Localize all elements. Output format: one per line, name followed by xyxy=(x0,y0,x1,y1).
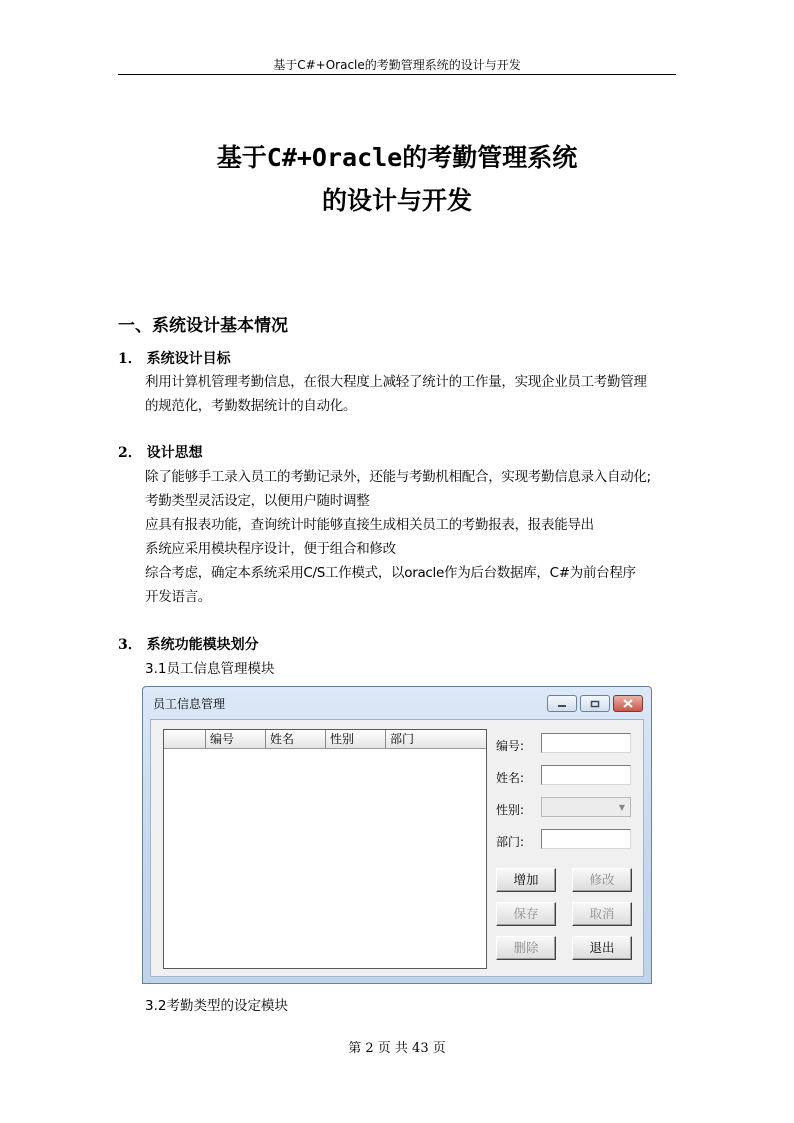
paragraph-line: 的规范化，考勤数据统计的自动化。 xyxy=(145,398,357,414)
grid-row-header xyxy=(164,730,205,748)
department-label: 部门: xyxy=(496,835,525,849)
employee-info-window xyxy=(142,686,652,984)
subsection-heading-modules: 3． 系统功能模块划分 xyxy=(118,637,259,653)
paragraph-line: 利用计算机管理考勤信息，在很大程度上减轻了统计的工作量，实现企业员工考勤管理 xyxy=(145,374,647,390)
name-field[interactable] xyxy=(541,765,631,785)
exit-button[interactable]: 退出 xyxy=(572,936,632,960)
cancel-button[interactable]: 取消 xyxy=(572,902,632,926)
maximize-icon xyxy=(590,700,600,708)
paragraph-line: 开发语言。 xyxy=(145,589,211,605)
paragraph-line: 综合考虑，确定本系统采用C/S工作模式，以oracle作为后台数据库，C#为前台程序 xyxy=(145,565,636,581)
window-title: 员工信息管理 xyxy=(153,697,226,711)
save-button[interactable]: 保存 xyxy=(496,902,556,926)
page-number: 第 2 页 共 43 页 xyxy=(348,1041,446,1056)
grid-column-header-gender[interactable]: 性别 xyxy=(325,730,385,748)
grid-column-header-department[interactable]: 部门 xyxy=(385,730,486,748)
document-title-line1: 基于C#+Oracle的考勤管理系统 xyxy=(216,143,578,172)
chevron-down-icon[interactable]: ▼ xyxy=(618,802,626,812)
gender-label: 性别: xyxy=(496,803,525,817)
paragraph-line: 考勤类型灵活设定，以便用户随时调整 xyxy=(145,493,370,509)
window-client-area xyxy=(150,719,644,977)
running-header: 基于C#+Oracle的考勤管理系统的设计与开发 xyxy=(273,58,521,72)
close-icon xyxy=(623,699,633,708)
paragraph-line: 应具有报表功能，查询统计时能够直接生成相关员工的考勤报表，报表能导出 xyxy=(145,517,594,533)
add-button[interactable]: 增加 xyxy=(496,868,556,892)
gender-combobox[interactable] xyxy=(541,797,631,817)
subsection-heading-design: 2． 设计思想 xyxy=(118,445,203,461)
paragraph-line: 除了能够手工录入员工的考勤记录外，还能与考勤机相配合，实现考勤信息录入自动化; xyxy=(145,469,651,485)
delete-button[interactable]: 删除 xyxy=(496,936,556,960)
minimize-button[interactable] xyxy=(547,695,577,712)
minimize-icon xyxy=(557,700,567,708)
grid-header xyxy=(164,730,486,749)
close-button[interactable] xyxy=(613,695,643,712)
paragraph-line: 系统应采用模块程序设计，便于组合和修改 xyxy=(145,541,396,557)
employee-grid[interactable] xyxy=(163,729,487,969)
header-rule xyxy=(118,74,676,75)
subsection-heading-goal: 1． 系统设计目标 xyxy=(118,351,231,367)
name-label: 姓名: xyxy=(496,771,525,785)
sub-subsection-heading: 3.1员工信息管理模块 xyxy=(145,661,275,677)
edit-button[interactable]: 修改 xyxy=(572,868,632,892)
sub-subsection-heading: 3.2考勤类型的设定模块 xyxy=(145,998,288,1014)
id-field[interactable] xyxy=(541,733,631,753)
section-heading: 一、系统设计基本情况 xyxy=(118,316,288,336)
grid-column-header-id[interactable]: 编号 xyxy=(205,730,265,748)
id-label: 编号: xyxy=(496,739,525,753)
grid-column-header-name[interactable]: 姓名 xyxy=(265,730,325,748)
department-field[interactable] xyxy=(541,829,631,849)
document-title-line2: 的设计与开发 xyxy=(321,186,472,215)
maximize-button[interactable] xyxy=(580,695,610,712)
